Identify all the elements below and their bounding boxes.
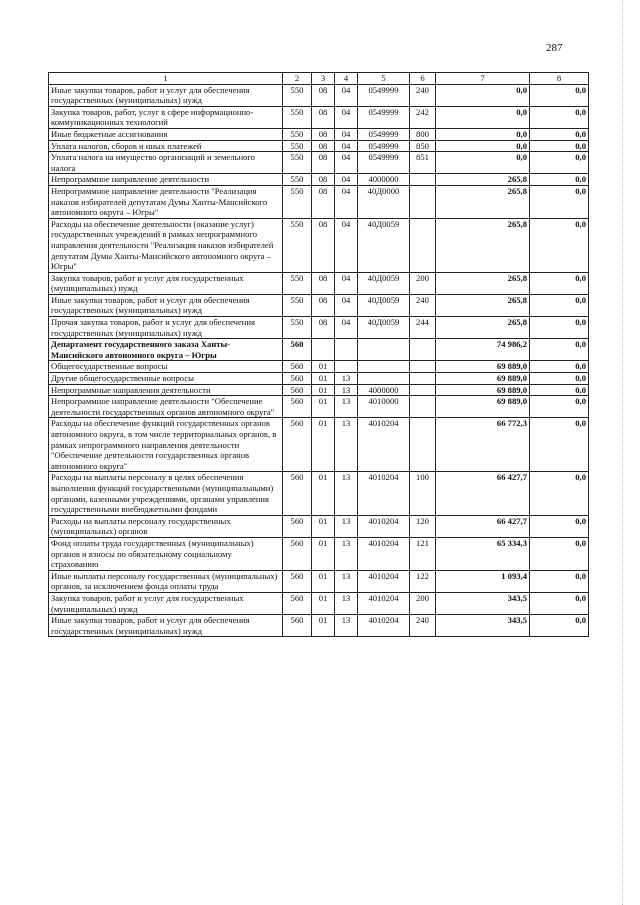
table-row xyxy=(49,515,589,537)
cell-target-item: 0549999 xyxy=(358,106,410,128)
cell-name: Иные выплаты персоналу государственных (муниципальных) органов, за исключением фонда оплаты труда xyxy=(49,570,283,592)
cell-subsection xyxy=(335,339,358,361)
cell-subsection: 04 xyxy=(335,128,358,140)
cell-expense-type: 851 xyxy=(410,152,436,174)
cell-subsection: 04 xyxy=(335,294,358,316)
cell-section: 08 xyxy=(312,106,335,128)
cell-target-item: 4010204 xyxy=(358,592,410,614)
cell-ministry-code: 560 xyxy=(283,384,312,396)
cell-amount-second: 0,0 xyxy=(530,384,589,396)
cell-expense-type: 200 xyxy=(410,592,436,614)
cell-subsection: 13 xyxy=(335,592,358,614)
cell-ministry-code: 560 xyxy=(283,339,312,361)
cell-amount: 0,0 xyxy=(436,84,530,106)
cell-ministry-code: 560 xyxy=(283,373,312,385)
cell-section: 08 xyxy=(312,152,335,174)
table-row xyxy=(49,317,589,339)
table-row xyxy=(49,570,589,592)
table-row xyxy=(49,152,589,174)
cell-subsection: 13 xyxy=(335,418,358,472)
cell-section: 01 xyxy=(312,615,335,637)
cell-section: 08 xyxy=(312,84,335,106)
cell-subsection: 04 xyxy=(335,140,358,152)
cell-amount-second: 0,0 xyxy=(530,472,589,515)
cell-ministry-code: 560 xyxy=(283,396,312,418)
cell-subsection: 13 xyxy=(335,515,358,537)
table-row xyxy=(49,384,589,396)
cell-name: Непрограммное направление деятельности "Обеспечение деятельности государственных органов автономного округа" xyxy=(49,396,283,418)
cell-amount: 265,8 xyxy=(436,185,530,218)
cell-subsection: 13 xyxy=(335,570,358,592)
cell-name: Общегосударственные вопросы xyxy=(49,361,283,373)
table-row xyxy=(49,537,589,570)
cell-amount-second: 0,0 xyxy=(530,152,589,174)
cell-amount-second: 0,0 xyxy=(530,515,589,537)
table-row xyxy=(49,361,589,373)
cell-name: Расходы на обеспечение функций государственных органов автономного округа, в том числе территориальных органов, в рамках непрограммного направления деятельности "Обеспечение деятельности государственных органов автономного округа" xyxy=(49,418,283,472)
cell-section: 08 xyxy=(312,218,335,272)
cell-expense-type xyxy=(410,174,436,186)
cell-amount-second: 0,0 xyxy=(530,615,589,637)
cell-subsection: 04 xyxy=(335,272,358,294)
cell-expense-type xyxy=(410,418,436,472)
cell-ministry-code: 560 xyxy=(283,361,312,373)
cell-amount: 65 334,3 xyxy=(436,537,530,570)
cell-target-item: 4010000 xyxy=(358,396,410,418)
cell-subsection: 04 xyxy=(335,317,358,339)
cell-expense-type xyxy=(410,373,436,385)
cell-target-item: 0549999 xyxy=(358,128,410,140)
cell-expense-type xyxy=(410,361,436,373)
cell-amount: 74 986,2 xyxy=(436,339,530,361)
cell-amount-second: 0,0 xyxy=(530,106,589,128)
cell-amount-second: 0,0 xyxy=(530,128,589,140)
cell-subsection: 13 xyxy=(335,615,358,637)
cell-amount-second: 0,0 xyxy=(530,294,589,316)
cell-section: 08 xyxy=(312,140,335,152)
table-header-row xyxy=(49,73,589,85)
budget-table xyxy=(48,72,589,637)
cell-target-item: 0549999 xyxy=(358,140,410,152)
table-row xyxy=(49,128,589,140)
cell-section: 08 xyxy=(312,294,335,316)
cell-amount: 66 427,7 xyxy=(436,515,530,537)
cell-section: 01 xyxy=(312,418,335,472)
column-header: 6 xyxy=(410,73,436,85)
cell-name: Закупка товаров, работ и услуг для государственных (муниципальных) нужд xyxy=(49,272,283,294)
cell-expense-type: 120 xyxy=(410,515,436,537)
cell-subsection: 13 xyxy=(335,472,358,515)
cell-subsection xyxy=(335,361,358,373)
cell-section: 01 xyxy=(312,537,335,570)
cell-expense-type xyxy=(410,384,436,396)
cell-amount-second: 0,0 xyxy=(530,317,589,339)
cell-ministry-code: 560 xyxy=(283,515,312,537)
cell-target-item: 0549999 xyxy=(358,152,410,174)
cell-amount-second: 0,0 xyxy=(530,592,589,614)
cell-ministry-code: 550 xyxy=(283,152,312,174)
cell-name: Иные закупки товаров, работ и услуг для обеспечения государственных (муниципальных) нужд xyxy=(49,615,283,637)
table-row xyxy=(49,140,589,152)
cell-amount-second: 0,0 xyxy=(530,373,589,385)
cell-amount: 66 427,7 xyxy=(436,472,530,515)
cell-target-item: 4010204 xyxy=(358,418,410,472)
cell-amount-second: 0,0 xyxy=(530,396,589,418)
cell-section: 01 xyxy=(312,515,335,537)
cell-amount: 343,5 xyxy=(436,615,530,637)
cell-amount: 265,8 xyxy=(436,272,530,294)
cell-ministry-code: 550 xyxy=(283,140,312,152)
cell-target-item: 4000000 xyxy=(358,174,410,186)
cell-expense-type: 800 xyxy=(410,128,436,140)
cell-section xyxy=(312,339,335,361)
column-header: 7 xyxy=(436,73,530,85)
cell-amount-second: 0,0 xyxy=(530,140,589,152)
cell-ministry-code: 550 xyxy=(283,294,312,316)
cell-name: Расходы на выплаты персоналу государственных (муниципальных) органов xyxy=(49,515,283,537)
cell-name: Непрограммные направления деятельности xyxy=(49,384,283,396)
cell-name: Непрограммное направление деятельности xyxy=(49,174,283,186)
table-row xyxy=(49,615,589,637)
cell-name: Уплата налогов, сборов и иных платежей xyxy=(49,140,283,152)
table-row xyxy=(49,339,589,361)
cell-target-item xyxy=(358,361,410,373)
cell-subsection: 13 xyxy=(335,384,358,396)
cell-ministry-code: 550 xyxy=(283,185,312,218)
cell-section: 01 xyxy=(312,592,335,614)
cell-target-item: 40Д0059 xyxy=(358,317,410,339)
cell-subsection: 13 xyxy=(335,396,358,418)
cell-target-item: 4000000 xyxy=(358,384,410,396)
cell-expense-type xyxy=(410,396,436,418)
table-row xyxy=(49,218,589,272)
cell-expense-type: 122 xyxy=(410,570,436,592)
cell-section: 08 xyxy=(312,174,335,186)
cell-ministry-code: 550 xyxy=(283,272,312,294)
table-row xyxy=(49,294,589,316)
cell-amount: 265,8 xyxy=(436,317,530,339)
cell-target-item: 40Д0059 xyxy=(358,272,410,294)
cell-expense-type: 850 xyxy=(410,140,436,152)
cell-target-item: 4010204 xyxy=(358,537,410,570)
cell-name: Прочая закупка товаров, работ и услуг для обеспечения государственных (муниципальных) нужд xyxy=(49,317,283,339)
cell-name: Иные бюджетные ассигнования xyxy=(49,128,283,140)
cell-ministry-code: 550 xyxy=(283,218,312,272)
cell-ministry-code: 550 xyxy=(283,174,312,186)
cell-expense-type: 100 xyxy=(410,472,436,515)
cell-name: Закупка товаров, работ и услуг для государственных (муниципальных) нужд xyxy=(49,592,283,614)
cell-expense-type xyxy=(410,339,436,361)
cell-name: Фонд оплаты труда государственных (муниципальных) органов и взносы по обязательному социальному страхованию xyxy=(49,537,283,570)
cell-section: 08 xyxy=(312,317,335,339)
cell-amount-second: 0,0 xyxy=(530,218,589,272)
cell-section: 08 xyxy=(312,128,335,140)
cell-expense-type: 240 xyxy=(410,294,436,316)
cell-expense-type: 244 xyxy=(410,317,436,339)
cell-section: 01 xyxy=(312,373,335,385)
cell-subsection: 04 xyxy=(335,84,358,106)
cell-name: Иные закупки товаров, работ и услуг для обеспечения государственных (муниципальных) нужд xyxy=(49,84,283,106)
table-row xyxy=(49,174,589,186)
table-row xyxy=(49,84,589,106)
cell-ministry-code: 550 xyxy=(283,106,312,128)
cell-amount: 69 889,0 xyxy=(436,384,530,396)
table-row xyxy=(49,418,589,472)
cell-amount: 265,8 xyxy=(436,218,530,272)
cell-ministry-code: 560 xyxy=(283,418,312,472)
cell-name: Департамент государственного заказа Ханты-Мансийского автономного округа – Югры xyxy=(49,339,283,361)
cell-target-item: 4010204 xyxy=(358,472,410,515)
cell-target-item: 4010204 xyxy=(358,515,410,537)
cell-section: 01 xyxy=(312,570,335,592)
cell-expense-type: 121 xyxy=(410,537,436,570)
cell-amount: 69 889,0 xyxy=(436,361,530,373)
table-row xyxy=(49,373,589,385)
cell-amount: 343,5 xyxy=(436,592,530,614)
column-header: 5 xyxy=(358,73,410,85)
table-row xyxy=(49,472,589,515)
cell-amount: 265,8 xyxy=(436,174,530,186)
cell-target-item xyxy=(358,373,410,385)
cell-amount-second: 0,0 xyxy=(530,339,589,361)
cell-subsection: 04 xyxy=(335,152,358,174)
cell-amount: 66 772,3 xyxy=(436,418,530,472)
cell-target-item: 40Д0059 xyxy=(358,294,410,316)
cell-expense-type: 240 xyxy=(410,84,436,106)
cell-target-item: 4010204 xyxy=(358,570,410,592)
cell-subsection: 04 xyxy=(335,218,358,272)
cell-amount: 0,0 xyxy=(436,106,530,128)
table-row xyxy=(49,396,589,418)
margin-dotted-line xyxy=(622,0,623,905)
table-row xyxy=(49,272,589,294)
column-header: 3 xyxy=(312,73,335,85)
cell-subsection: 04 xyxy=(335,174,358,186)
cell-ministry-code: 560 xyxy=(283,592,312,614)
cell-section: 01 xyxy=(312,361,335,373)
cell-target-item: 40Д0059 xyxy=(358,218,410,272)
cell-ministry-code: 560 xyxy=(283,615,312,637)
table-body xyxy=(49,84,589,637)
cell-ministry-code: 560 xyxy=(283,537,312,570)
cell-name: Уплата налога на имущество организаций и земельного налога xyxy=(49,152,283,174)
cell-amount: 0,0 xyxy=(436,140,530,152)
cell-name: Непрограммное направление деятельности "Реализация наказов избирателей депутатам Думы Ханты-Мансийского автономного округа – Югры" xyxy=(49,185,283,218)
cell-subsection: 13 xyxy=(335,537,358,570)
page-number: 287 xyxy=(546,42,563,54)
cell-expense-type: 240 xyxy=(410,615,436,637)
cell-target-item: 40Д0000 xyxy=(358,185,410,218)
cell-section: 01 xyxy=(312,396,335,418)
cell-amount: 69 889,0 xyxy=(436,373,530,385)
cell-expense-type xyxy=(410,218,436,272)
column-header: 8 xyxy=(530,73,589,85)
cell-ministry-code: 550 xyxy=(283,128,312,140)
column-header: 4 xyxy=(335,73,358,85)
cell-amount-second: 0,0 xyxy=(530,84,589,106)
cell-section: 01 xyxy=(312,384,335,396)
cell-name: Другие общегосударственные вопросы xyxy=(49,373,283,385)
cell-section: 01 xyxy=(312,472,335,515)
cell-amount-second: 0,0 xyxy=(530,174,589,186)
table-row xyxy=(49,592,589,614)
cell-expense-type: 200 xyxy=(410,272,436,294)
cell-ministry-code: 560 xyxy=(283,570,312,592)
cell-ministry-code: 550 xyxy=(283,317,312,339)
cell-amount-second: 0,0 xyxy=(530,537,589,570)
cell-section: 08 xyxy=(312,272,335,294)
cell-amount: 69 889,0 xyxy=(436,396,530,418)
cell-ministry-code: 560 xyxy=(283,472,312,515)
cell-amount: 1 093,4 xyxy=(436,570,530,592)
cell-target-item xyxy=(358,339,410,361)
cell-amount-second: 0,0 xyxy=(530,570,589,592)
cell-target-item: 4010204 xyxy=(358,615,410,637)
cell-name: Иные закупки товаров, работ и услуг для обеспечения государственных (муниципальных) нужд xyxy=(49,294,283,316)
cell-target-item: 0549999 xyxy=(358,84,410,106)
cell-amount-second: 0,0 xyxy=(530,361,589,373)
cell-amount-second: 0,0 xyxy=(530,418,589,472)
cell-amount-second: 0,0 xyxy=(530,272,589,294)
cell-name: Закупка товаров, работ, услуг в сфере информационно-коммуникационных технологий xyxy=(49,106,283,128)
cell-expense-type xyxy=(410,185,436,218)
table-row xyxy=(49,185,589,218)
cell-amount: 0,0 xyxy=(436,128,530,140)
cell-name: Расходы на обеспечение деятельности (оказание услуг) государственных учреждений в рамках непрограммного направления деятельности "Реализация наказов избирателей депутатам Думы Ханты-Мансийского автономного округа – Югры" xyxy=(49,218,283,272)
cell-amount-second: 0,0 xyxy=(530,185,589,218)
cell-section: 08 xyxy=(312,185,335,218)
column-header: 2 xyxy=(283,73,312,85)
cell-amount: 0,0 xyxy=(436,152,530,174)
cell-subsection: 04 xyxy=(335,106,358,128)
cell-name: Расходы на выплаты персоналу в целях обеспечения выполнения функций государственными (муниципальными) органами, казенными учреждениями, органами управления государственными внебюджетными фондами xyxy=(49,472,283,515)
table-row xyxy=(49,106,589,128)
cell-subsection: 13 xyxy=(335,373,358,385)
cell-expense-type: 242 xyxy=(410,106,436,128)
cell-ministry-code: 550 xyxy=(283,84,312,106)
cell-amount: 265,8 xyxy=(436,294,530,316)
column-header: 1 xyxy=(49,73,283,85)
cell-subsection: 04 xyxy=(335,185,358,218)
